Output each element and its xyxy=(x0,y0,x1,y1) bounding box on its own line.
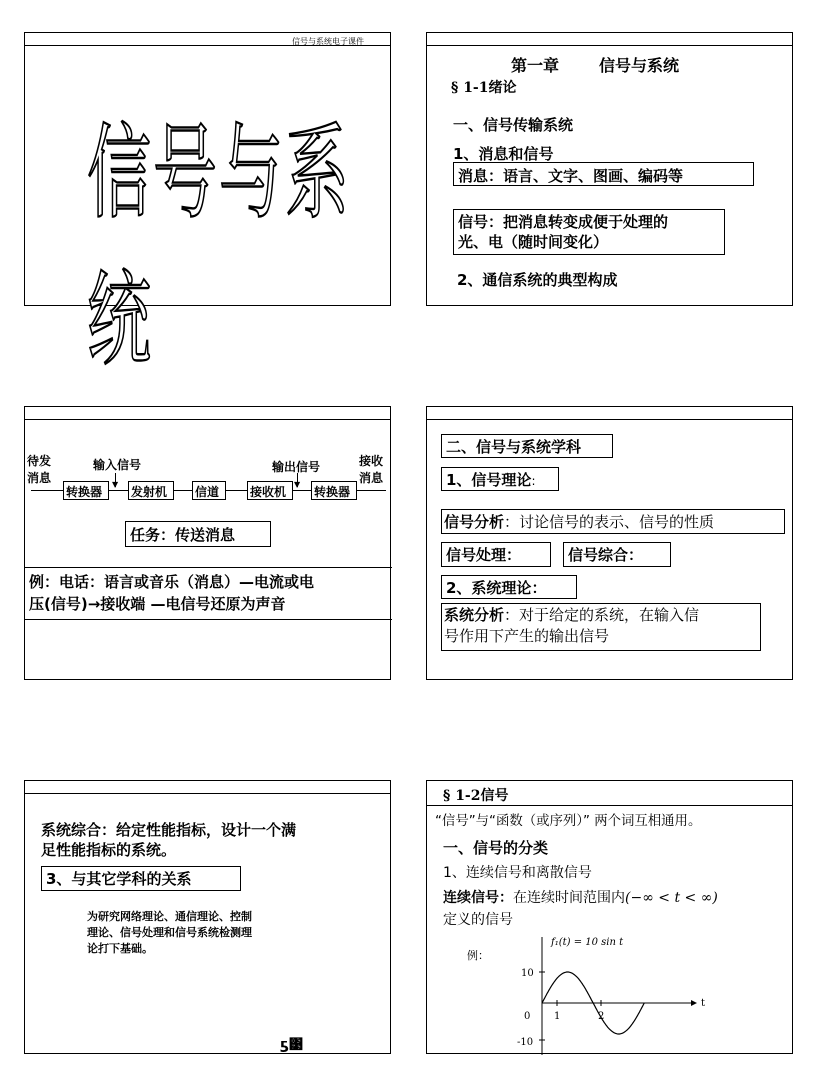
continuous-text: 在连续时间范围内 xyxy=(513,890,625,906)
signal-box xyxy=(453,209,725,255)
continuous-def-2: 定义的信号 xyxy=(443,912,513,928)
system-analysis-line2: 号作用下产生的输出信号 xyxy=(444,627,610,645)
task-box: 任务：传送消息 xyxy=(125,521,271,547)
synthesis-box: 信号综合： xyxy=(563,542,671,567)
slide-1 xyxy=(24,32,391,381)
example-line2: 压(信号)→接收端 —电信号还原为声音 xyxy=(29,595,286,613)
analysis-label: 信号分析 xyxy=(444,513,505,531)
block-channel: 信道 xyxy=(192,481,226,500)
example-line1: 例：电话：语言或音乐（消息）—电流或电 xyxy=(29,573,315,591)
analysis-box xyxy=(441,509,785,534)
synthesis-line1: 系统综合：给定性能指标，设计一个满 xyxy=(41,821,297,839)
header-rule xyxy=(25,419,390,420)
chapter-title: 信号与系统 xyxy=(599,56,680,75)
continuous-def xyxy=(443,887,718,907)
heading-2-suffix: : xyxy=(531,474,536,488)
analysis-text: ：讨论信号的表示、信号的性质 xyxy=(504,513,715,531)
heading-1-box: 二、信号与系统学科 xyxy=(441,434,613,458)
footer-mark: ƽ͹ xyxy=(280,1037,303,1053)
body-line3: 论打下基础。 xyxy=(87,942,153,955)
slide-5 xyxy=(24,780,391,1054)
chart-formula: f₁(t) = 10 sin t xyxy=(551,937,624,948)
x-tick-label: 1 xyxy=(554,1011,561,1022)
system-analysis-line1: ：对于给定的系统，在输入信 xyxy=(504,606,700,624)
header-rule xyxy=(25,793,390,794)
y-tick-bottom: -10 xyxy=(517,1037,534,1048)
header-rule xyxy=(427,419,792,420)
sine-chart xyxy=(457,931,757,1055)
block-transmitter: 发射机 xyxy=(128,481,174,500)
synthesis-line2: 足性能指标的系统。 xyxy=(41,841,177,859)
example-label: 例： xyxy=(467,949,489,962)
slide-6 xyxy=(426,780,793,1054)
signal-text-line1: 信号：把消息转变成便于处理的 xyxy=(458,213,669,231)
block-converter-2: 转换器 xyxy=(311,481,357,500)
heading-1: 一、信号传输系统 xyxy=(453,116,574,134)
slide-title: 信号与系统 xyxy=(87,115,351,381)
heading-2: 1、消息和信号 xyxy=(453,145,554,163)
continuous-range: (−∞ < t < ∞) xyxy=(625,890,718,906)
source-label-1: 待发 xyxy=(27,454,52,468)
system-analysis-box xyxy=(441,603,761,651)
x-tick-label: 2 xyxy=(598,1011,605,1022)
separator xyxy=(25,567,392,568)
slide-2 xyxy=(426,32,793,306)
input-signal-label: 输入信号 xyxy=(93,458,142,472)
heading-1: 一、信号的分类 xyxy=(443,839,549,857)
section: § 1-1绪论 xyxy=(451,80,517,96)
header-rule xyxy=(427,805,792,806)
message-box xyxy=(453,162,754,186)
sink-label-2: 消息 xyxy=(359,471,384,485)
item-1: 1、连续信号和离散信号 xyxy=(443,865,592,881)
heading-3: 2、通信系统的典型构成 xyxy=(457,271,618,289)
source-label-2: 消息 xyxy=(27,471,52,485)
heading-2-text: 1、信号理论 xyxy=(446,471,532,489)
y-tick-top: 10 xyxy=(521,968,534,979)
body-line2: 理论、信号处理和信号系统检测理 xyxy=(87,926,252,939)
header-rule xyxy=(427,45,792,46)
output-signal-label: 输出信号 xyxy=(272,460,321,474)
sink-label-1: 接收 xyxy=(359,454,384,468)
x-axis-arrow xyxy=(691,1000,697,1006)
body-line1: 为研究网络理论、通信理论、控制 xyxy=(87,910,252,923)
separator-2 xyxy=(25,619,392,620)
heading-3-box: 3、与其它学科的关系 xyxy=(41,866,241,891)
block-converter-1: 转换器 xyxy=(63,481,109,500)
chapter: 第一章 xyxy=(511,56,560,75)
slide-4 xyxy=(426,406,793,680)
slide-header: 信号与系统电子课件 xyxy=(292,37,364,46)
block-receiver: 接收机 xyxy=(247,481,293,500)
x-axis-label: t xyxy=(701,998,706,1009)
continuous-label: 连续信号： xyxy=(443,890,513,906)
output-arrow-head: ▼ xyxy=(294,480,301,489)
message-text: 消息：语言、文字、图画、编码等 xyxy=(458,167,684,185)
intro: “信号”与“函数（或序列）” 两个词互相通用。 xyxy=(435,814,702,829)
slide-3 xyxy=(24,406,391,680)
processing-box: 信号处理： xyxy=(441,542,551,567)
section: § 1-2信号 xyxy=(443,788,509,804)
heading-2-box xyxy=(441,467,559,491)
signal-text-line2: 光、电（随时间变化） xyxy=(458,233,609,251)
input-arrow-head: ▼ xyxy=(112,480,119,489)
system-analysis-label: 系统分析 xyxy=(444,606,505,624)
heading-3-box: 2、系统理论： xyxy=(441,575,577,599)
y-tick-zero: 0 xyxy=(524,1011,531,1022)
